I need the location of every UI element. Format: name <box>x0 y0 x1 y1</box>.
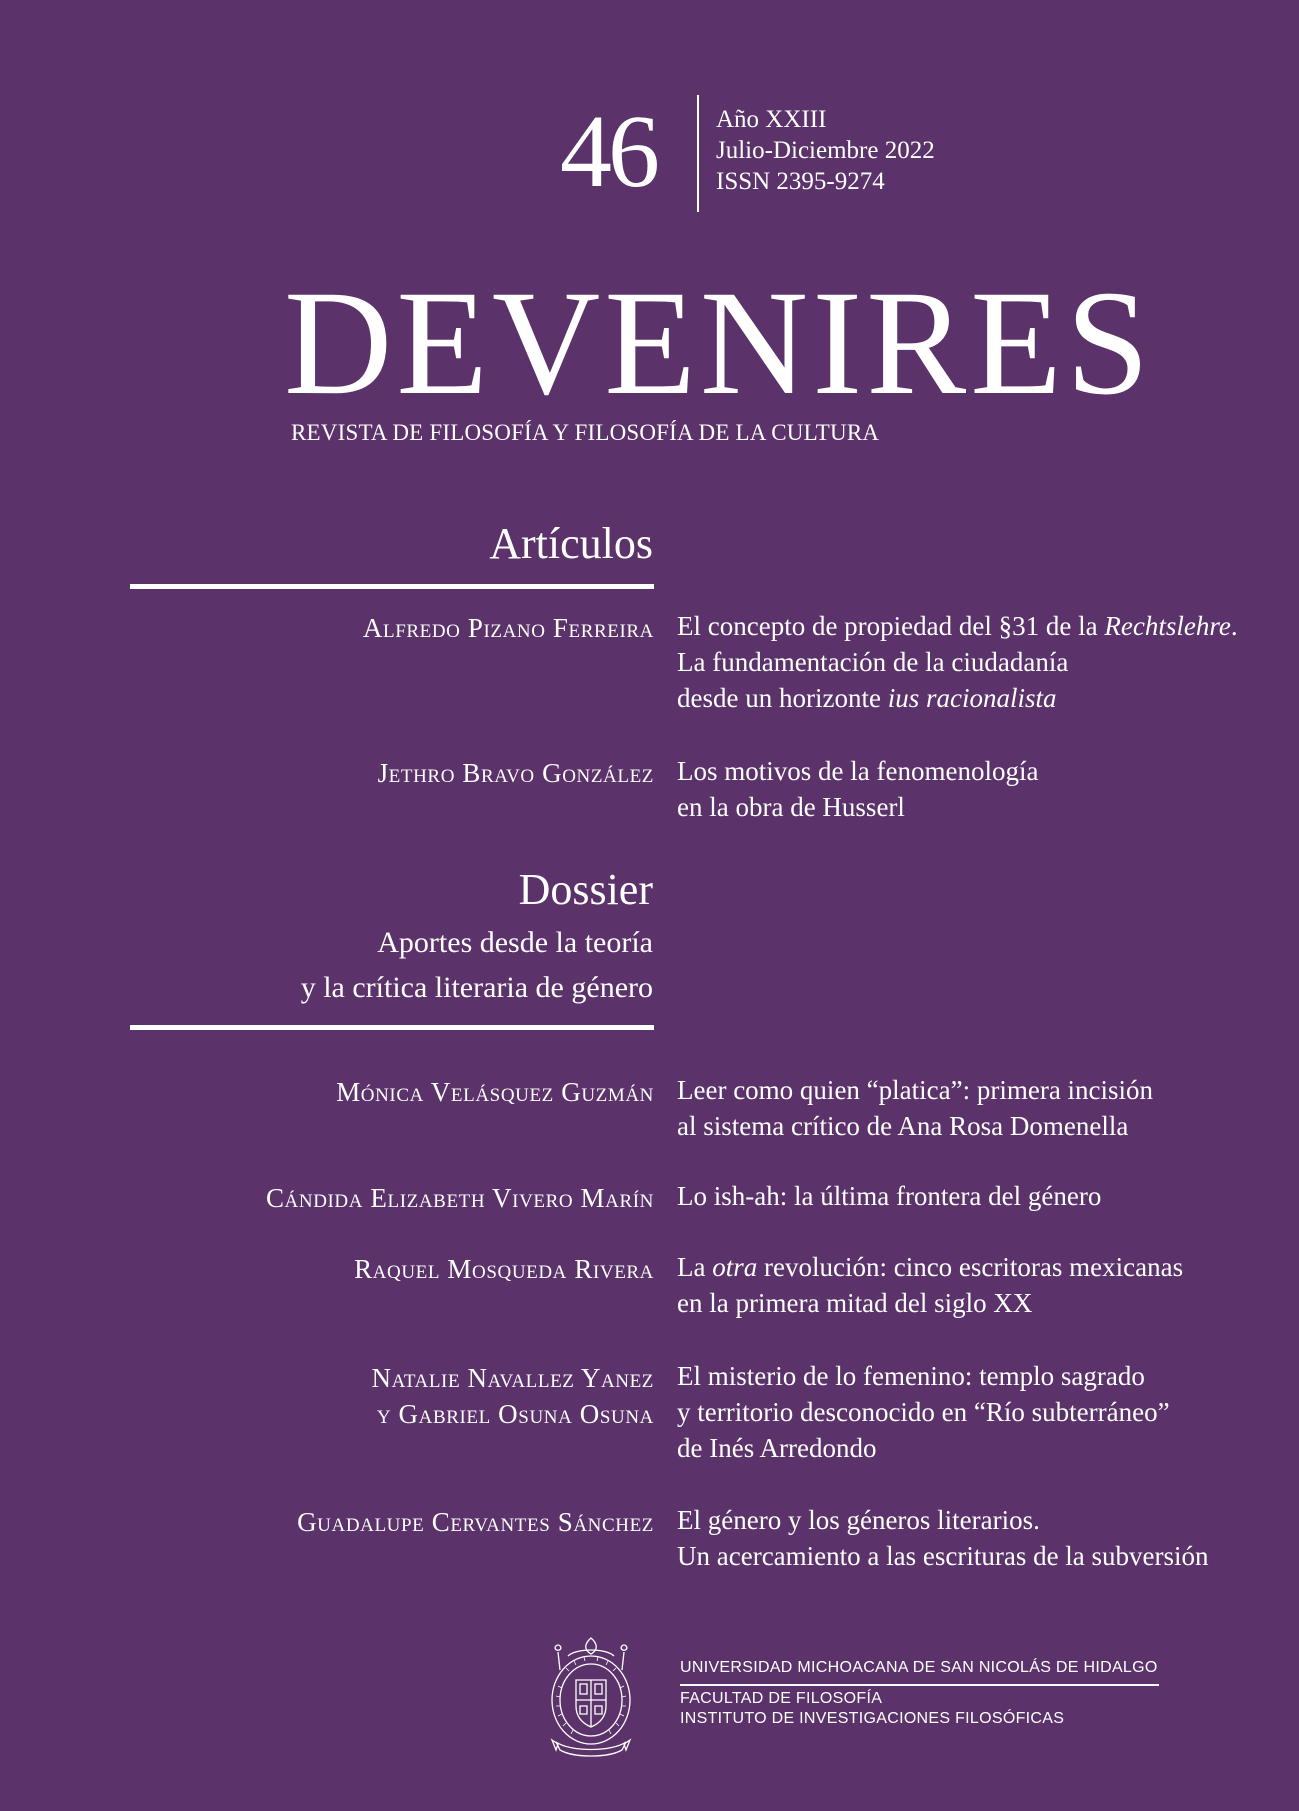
entry-title-line: de Inés Arredondo <box>677 1433 877 1463</box>
entry-title-line: Un acercamiento a las escrituras de la subversión <box>677 1541 1209 1571</box>
entry-title <box>677 1178 1101 1214</box>
entry-title-line: Leer como quien “platica”: primera incisión <box>677 1075 1154 1105</box>
footer-rule <box>680 1684 1159 1686</box>
entry-title <box>677 753 1038 825</box>
entry-author <box>372 1360 655 1432</box>
entry-title-line: El género y los géneros literarios. <box>677 1505 1040 1535</box>
entry-title-line: al sistema crítico de Ana Rosa Domenella <box>677 1111 1129 1141</box>
issue-divider <box>697 95 699 212</box>
entry-author: Mónica Velásquez Guzmán <box>336 1077 654 1107</box>
entry-title-line: La fundamentación de la ciudadanía <box>677 647 1069 677</box>
section-rule-dossier <box>130 1025 654 1030</box>
section-heading-dossier: Dossier <box>518 865 653 914</box>
entry-author: Raquel Mosqueda Rivera <box>354 1254 654 1284</box>
journal-subtitle: REVISTA DE FILOSOFÍA Y FILOSOFÍA DE LA CULTURA <box>291 420 880 445</box>
entry-author-line: y Gabriel Osuna Osuna <box>376 1399 654 1429</box>
entry-title-line: El concepto de propiedad del §31 de la Rechtslehre. <box>677 611 1238 641</box>
section-heading-articulos: Artículos <box>489 519 653 568</box>
entry-title-line: en la primera mitad del siglo XX <box>677 1288 1033 1318</box>
entry-author-line: Natalie Navallez Yanez <box>371 1363 654 1393</box>
dossier-subtitle-line: Aportes desde la teoría <box>377 926 653 959</box>
university-name: UNIVERSIDAD MICHOACANA DE SAN NICOLÁS DE HIDALGO <box>680 1659 1158 1676</box>
issue-issn: ISSN 2395-9274 <box>716 168 885 195</box>
entry-title <box>677 1072 1153 1144</box>
entry-title-line: en la obra de Husserl <box>677 792 905 822</box>
entry-title-line: desde un horizonte ius racionalista <box>677 683 1057 713</box>
entry-title <box>677 608 1238 716</box>
issue-meta <box>716 104 935 197</box>
dossier-subtitle-line: y la crítica literaria de género <box>300 971 653 1004</box>
issue-number: 46 <box>560 94 656 209</box>
issue-period: Julio-Diciembre 2022 <box>716 137 935 164</box>
institute-name: INSTITUTO DE INVESTIGACIONES FILOSÓFICAS <box>680 1710 1065 1727</box>
entry-title-line: Lo ish-ah: la última frontera del género <box>677 1181 1102 1211</box>
entry-title-line: La otra revolución: cinco escritoras mexicanas <box>677 1252 1184 1282</box>
issue-year: Año XXIII <box>716 106 827 133</box>
entry-author: Jethro Bravo González <box>377 758 654 788</box>
university-seal-icon <box>548 1634 634 1760</box>
entry-author: Cándida Elizabeth Vivero Marín <box>265 1183 654 1213</box>
entry-title-line: El misterio de lo femenino: templo sagrado <box>677 1361 1145 1391</box>
footer-faculty <box>680 1689 1064 1729</box>
entry-author: Guadalupe Cervantes Sánchez <box>297 1507 654 1537</box>
entry-author: Alfredo Pizano Ferreira <box>362 613 654 643</box>
section-rule-articulos <box>130 584 654 589</box>
entry-title <box>677 1249 1183 1321</box>
faculty-name: FACULTAD DE FILOSOFÍA <box>680 1690 883 1707</box>
entry-title <box>677 1502 1209 1574</box>
journal-title: DEVENIRES <box>284 260 1154 426</box>
dossier-subtitle <box>301 920 653 1010</box>
entry-title <box>677 1358 1170 1466</box>
entry-title-line: y territorio desconocido en “Río subterráneo” <box>677 1397 1170 1427</box>
entry-title-line: Los motivos de la fenomenología <box>677 756 1039 786</box>
